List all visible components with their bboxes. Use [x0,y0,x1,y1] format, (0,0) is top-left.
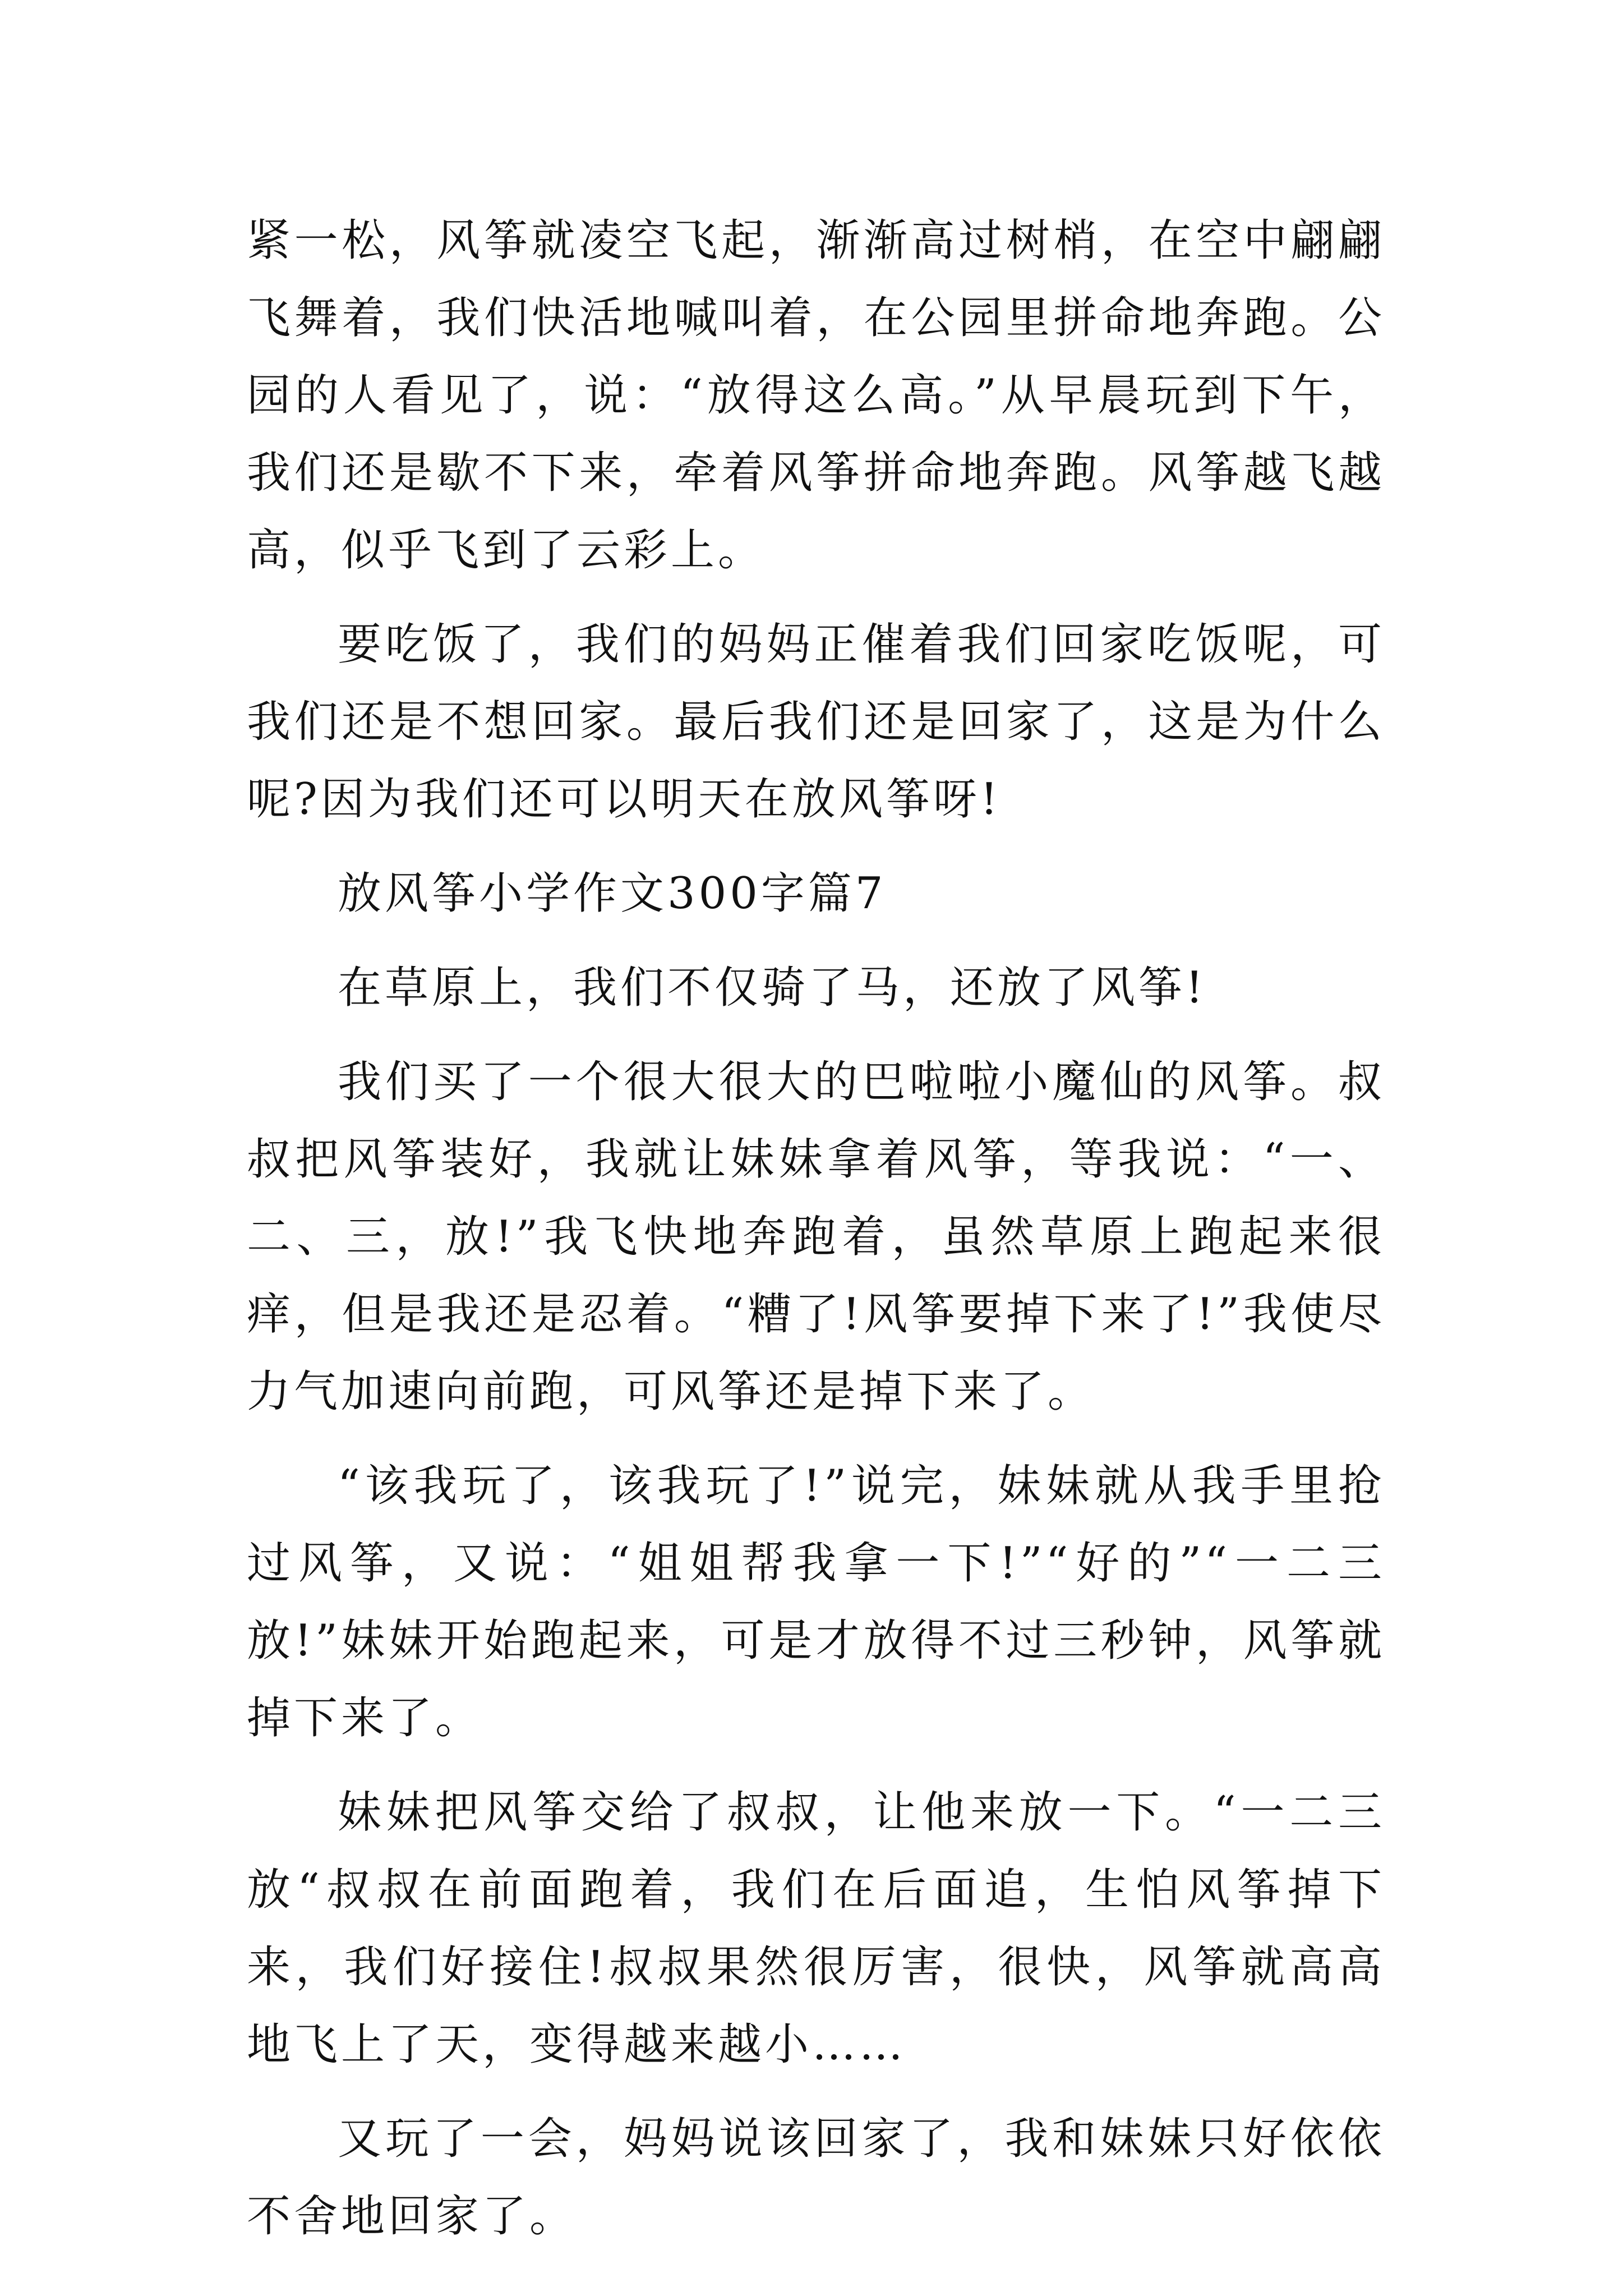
paragraph: 妹妹把风筝交给了叔叔，让他来放一下。“一二三放“叔叔在前面跑着，我们在后面追，生怕风筝掉下来，我们好接住!叔叔果然很厉害，很快，风筝就高高地飞上了天，变得越来越小…… [247,1787,1385,2070]
paragraph-continuation: 紧一松，风筝就凌空飞起，渐渐高过树梢，在空中翩翩飞舞着，我们快活地喊叫着，在公园里拼命地奔跑。公园的人看见了，说：“放得这么高。”从早晨玩到下午，我们还是歇不下来，牵着风筝拼命地奔跑。风筝越飞越高，似乎飞到了云彩上。 [247,215,1385,576]
paragraph: 又玩了一会，妈妈说该回家了，我和妹妹只好依依不舍地回家了。 [247,2114,1385,2242]
paragraph: 我们买了一个很大很大的巴啦啦小魔仙的风筝。叔叔把风筝装好，我就让妹妹拿着风筝，等我说：“一、二、三，放!”我飞快地奔跑着，虽然草原上跑起来很痒，但是我还是忍着。“糟了!风筝要掉下来了!”我使尽力气加速向前跑，可风筝还是掉下来了。 [247,1057,1385,1417]
paragraph: 在草原上，我们不仅骑了马，还放了风筝! [338,963,1207,1013]
paragraph: 要吃饭了，我们的妈妈正催着我们回家吃饭呢，可我们还是不想回家。最后我们还是回家了，这是为什么呢?因为我们还可以明天在放风筝呀! [247,619,1385,825]
section-title: 放风筝小学作文300字篇7 [338,868,887,919]
document-body [247,202,1385,2255]
paragraph: “该我玩了，该我玩了!”说完，妹妹就从我手里抢过风筝，又说：“姐姐帮我拿一下!”“好的”“一二三放!”妹妹开始跑起来，可是才放得不过三秒钟，风筝就掉下来了。 [247,1461,1385,1743]
